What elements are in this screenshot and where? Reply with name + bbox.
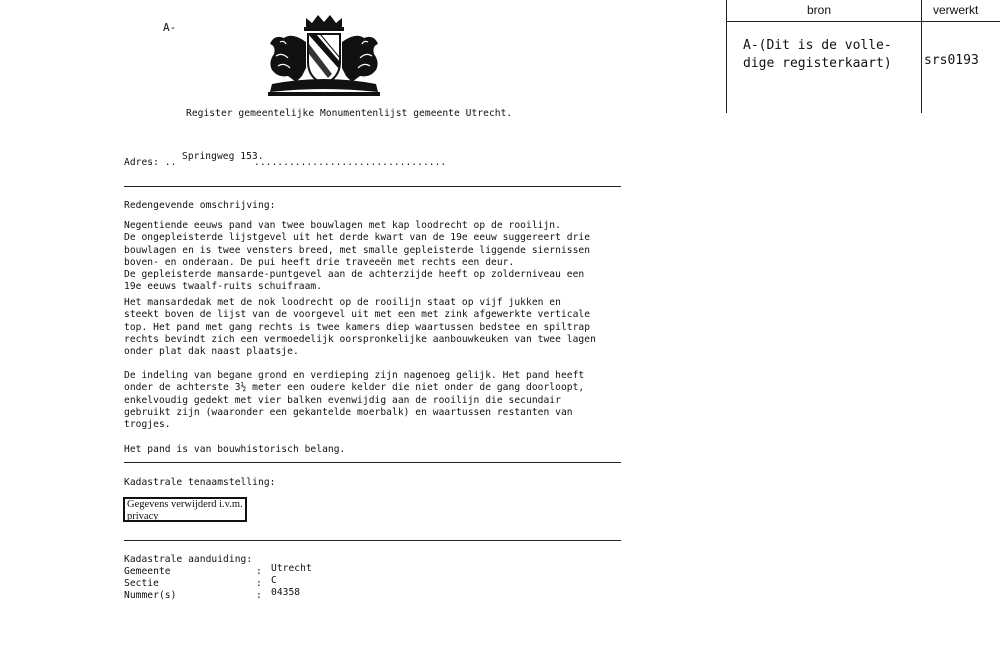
text-line: boven- en onderaan. De pui heeft drie traveeën met rechts een deur. xyxy=(124,256,515,268)
address-dots: ................................. xyxy=(254,157,447,168)
text-line: top. Het pand met gang rechts is twee kamers diep waartussen bedstee en spiltrap xyxy=(124,321,591,333)
privacy-notice xyxy=(123,497,247,522)
address-label: Adres: .. xyxy=(124,157,177,168)
separator: : xyxy=(256,590,262,601)
description-paragraph-2 xyxy=(124,297,596,358)
bron-line-1: A-(Dit is de volle- xyxy=(743,38,892,53)
text-line: De indeling van begane grond en verdieping zijn nagenoeg gelijk. Het pand heeft xyxy=(124,370,585,381)
separator: : xyxy=(256,578,262,589)
text-line: onder plat dak naast plaatsje. xyxy=(124,346,299,358)
text-line: De gepleisterde mansarde-puntgevel aan de achterzijde heeft op zolderniveau een xyxy=(124,269,585,281)
description-paragraph-1 xyxy=(124,220,590,294)
text-line: steekt boven de lijst van de voorgevel uit met een met zink afgewerkte verticale xyxy=(124,309,591,321)
text-line: 19e eeuws twaalf-ruits schuifraam. xyxy=(124,281,323,293)
column-header-verwerkt: verwerkt xyxy=(933,3,979,17)
aanduiding-key-gemeente: Gemeente xyxy=(124,566,171,577)
aanduiding-value-gemeente: Utrecht xyxy=(271,563,312,574)
description-label: Redengevende omschrijving: xyxy=(124,200,276,211)
separator: : xyxy=(256,566,262,577)
text-line: rechts bevindt zich een vermoedelijk oorspronkelijke aanbouwkeuken van twee lagen xyxy=(124,333,596,345)
text-line: onder de achterste 3½ meter een oudere kelder die niet onder de gang doorloopt, xyxy=(124,382,585,394)
column-header-bron: bron xyxy=(807,3,832,17)
text-line: De ongepleisterde lijstgevel uit het derde kwart van de 19e eeuw suggereert drie xyxy=(124,232,591,244)
text-line: Het mansardedak met de nok loodrecht op de rooilijn staat op vijf jukken en xyxy=(124,297,561,308)
privacy-line-2: privacy xyxy=(127,511,159,522)
text-line: Negentiende eeuws pand van twee bouwlagen met kap loodrecht op de rooilijn. xyxy=(124,220,561,231)
tenaamstelling-label: Kadastrale tenaamstelling: xyxy=(124,477,276,488)
table-header-divider xyxy=(727,21,1000,22)
text-line: gebruikt zijn (waaronder een gekantelde moerbalk) en waartussen restanten van xyxy=(124,406,573,418)
table-column-divider xyxy=(921,0,922,113)
address-value: Springweg 153. xyxy=(182,151,264,162)
divider xyxy=(124,540,621,541)
divider xyxy=(124,186,621,187)
description-paragraph-3 xyxy=(124,370,584,431)
text-line: enkelvoudig gedekt met vier balken evenwijdig aan de rooilijn die secundair xyxy=(124,394,561,406)
aanduiding-label: Kadastrale aanduiding: xyxy=(124,554,253,565)
aanduiding-value-nummers: 04358 xyxy=(271,587,301,598)
aanduiding-value-sectie: C xyxy=(271,575,277,586)
aanduiding-key-nummers: Nummer(s) xyxy=(124,590,177,601)
privacy-line-1: Gegevens verwijderd i.v.m. xyxy=(127,499,243,510)
text-line: trogjes. xyxy=(124,419,171,431)
verwerkt-value: srs0193 xyxy=(924,53,979,68)
register-title: Register gemeentelijke Monumentenlijst gemeente Utrecht. xyxy=(186,108,513,119)
text-line: bouwlagen en is twee vensters breed, met smalle gepleisterde liggende siernissen xyxy=(124,244,591,256)
aanduiding-key-sectie: Sectie xyxy=(124,578,159,589)
source-table xyxy=(726,0,1000,113)
bron-line-2: dige registerkaart) xyxy=(743,56,892,71)
divider xyxy=(124,462,621,463)
description-paragraph-4: Het pand is van bouwhistorisch belang. xyxy=(124,444,346,455)
utrecht-coat-of-arms-icon xyxy=(262,12,386,98)
document-code: A- xyxy=(163,21,177,34)
